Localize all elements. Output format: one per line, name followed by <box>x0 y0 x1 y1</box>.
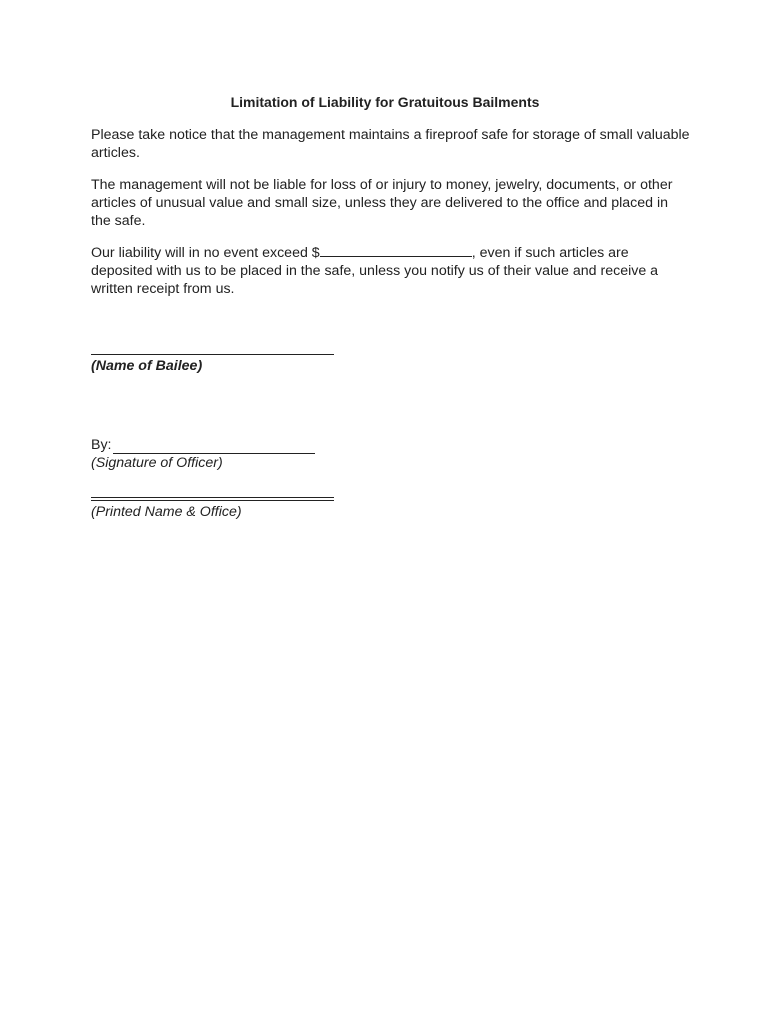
officer-label: (Signature of Officer) <box>91 455 223 471</box>
by-label: By: <box>91 437 112 453</box>
officer-signature-line <box>113 438 315 454</box>
bailee-label: (Name of Bailee) <box>91 358 203 374</box>
amount-blank-line <box>320 242 472 257</box>
liability-paragraph: The management will not be liable for loss of or injury to money, jewelry, documents, or other articles of unusual value and small size, unless they are delivered to the office and placed in the safe. <box>91 177 673 229</box>
printed-name-line <box>91 497 334 498</box>
limit-text-before: Our liability will in no event exceed $ <box>91 245 320 261</box>
limit-text-after: , even if such articles are deposited with us to be placed in the safe, unless you notify us of their value and receive a written receipt from us. <box>91 245 659 297</box>
by-row <box>91 436 315 454</box>
limit-paragraph <box>91 242 691 298</box>
printed-name-line-double <box>91 500 334 501</box>
document-title: Limitation of Liability for Gratuitous Bailments <box>230 94 540 110</box>
notice-paragraph: Please take notice that the management maintains a fireproof safe for storage of small valuable articles. <box>91 127 690 161</box>
bailee-signature-line <box>91 354 334 355</box>
printed-name-label: (Printed Name & Office) <box>91 504 242 520</box>
